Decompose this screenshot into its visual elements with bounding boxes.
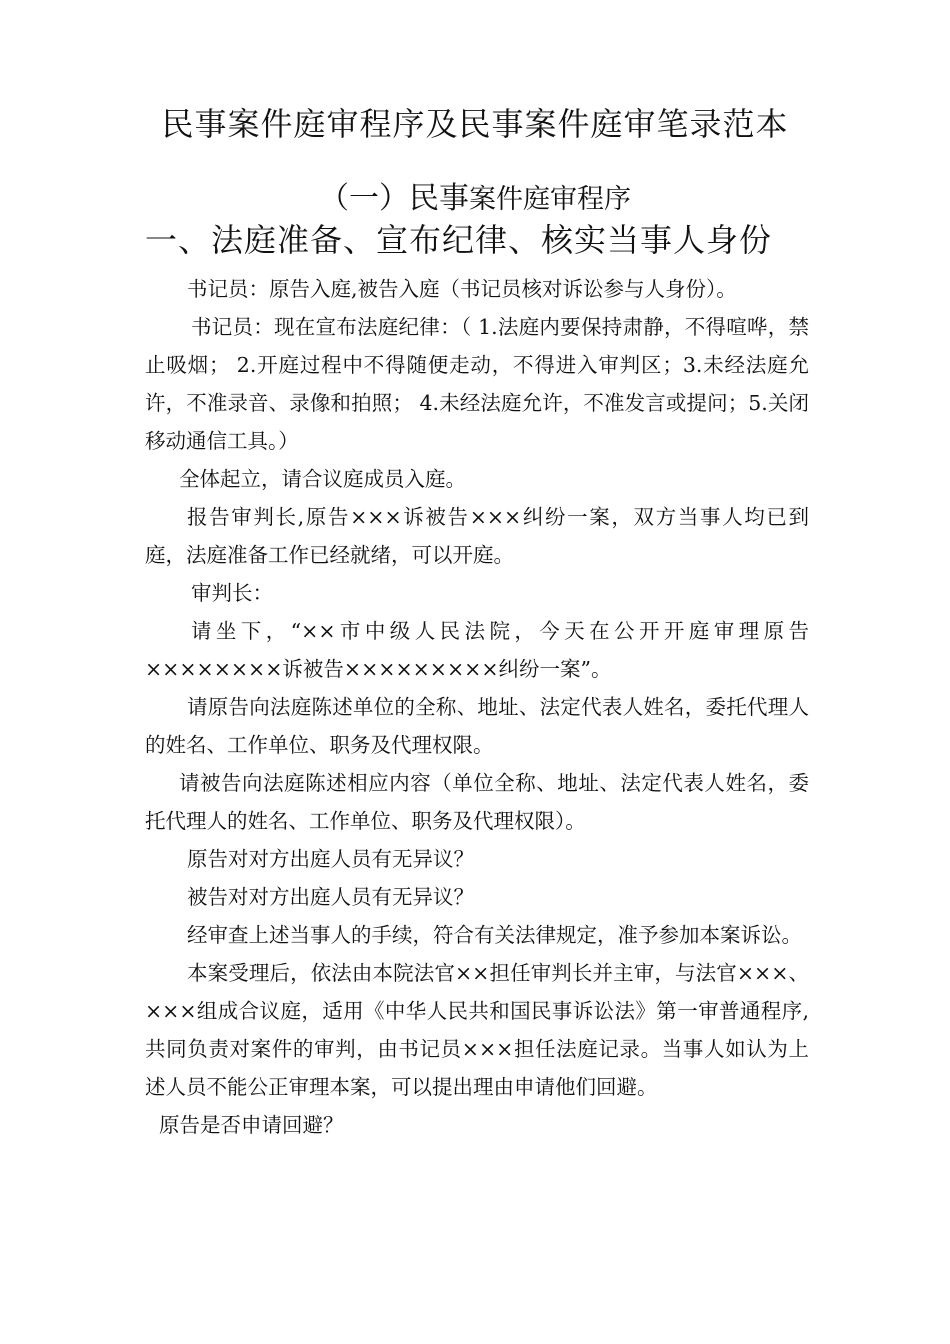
document-body [145, 270, 809, 1144]
paragraph: 全体起立，请合议庭成员入庭。 [179, 467, 466, 491]
paragraph: 请原告向法庭陈述单位的全称、地址、法定代表人姓名，委托代理人的姓名、工作单位、职务及代理权限。 [145, 695, 809, 757]
paragraph: 审判长： [191, 581, 273, 605]
section-heading: 一、法庭准备、宣布纪律、核实当事人身份 [145, 221, 773, 259]
document-title: 民事案件庭审程序及民事案件庭审笔录范本 [161, 105, 789, 143]
paragraph: 请被告向法庭陈述相应内容（单位全称、地址、法定代表人姓名，委托代理人的姓名、工作单位、职务及代理权限）。 [145, 771, 809, 833]
paragraph: 原告对对方出庭人员有无异议？ [187, 847, 474, 871]
paragraph: 本案受理后，依法由本院法官××担任审判长并主审，与法官×××、×××组成合议庭，适用《中华人民共和国民事诉讼法》第一审普通程序,共同负责对案件的审判，由书记员×××担任法庭记录。当事人如认为上述人员不能公正审理本案，可以提出理由申请他们回避。 [145, 961, 809, 1099]
section-subtitle [145, 178, 805, 221]
paragraph: 被告对对方出庭人员有无异议？ [187, 885, 474, 909]
subtitle-paren-part: （一）民事 [319, 181, 469, 216]
paragraph: 经审查上述当事人的手续，符合有关法律规定，准予参加本案诉讼。 [187, 923, 802, 947]
subtitle-rest-part: 案件庭审程序 [469, 184, 631, 215]
paragraph: 请坐下，“××市中级人民法院，今天在公开开庭审理原告××××××××诉被告×××××××××纠纷一案”。 [145, 619, 809, 681]
paragraph: 书记员：现在宣布法庭纪律：（ 1.法庭内要保持肃静，不得喧哗，禁止吸烟； 2.开庭过程中不得随便走动，不得进入审判区；3.未经法庭允许，不准录音、录像和拍照； 4.未经法庭允许，不准发言或提问；5.关闭移动通信工具。） [145, 315, 809, 453]
paragraph: 报告审判长,原告×××诉被告×××纠纷一案，双方当事人均已到庭，法庭准备工作已经就绪，可以开庭。 [145, 505, 809, 567]
paragraph: 原告是否申请回避？ [159, 1113, 344, 1137]
paragraph: 书记员：原告入庭,被告入庭（书记员核对诉讼参与人身份）。 [187, 277, 737, 301]
